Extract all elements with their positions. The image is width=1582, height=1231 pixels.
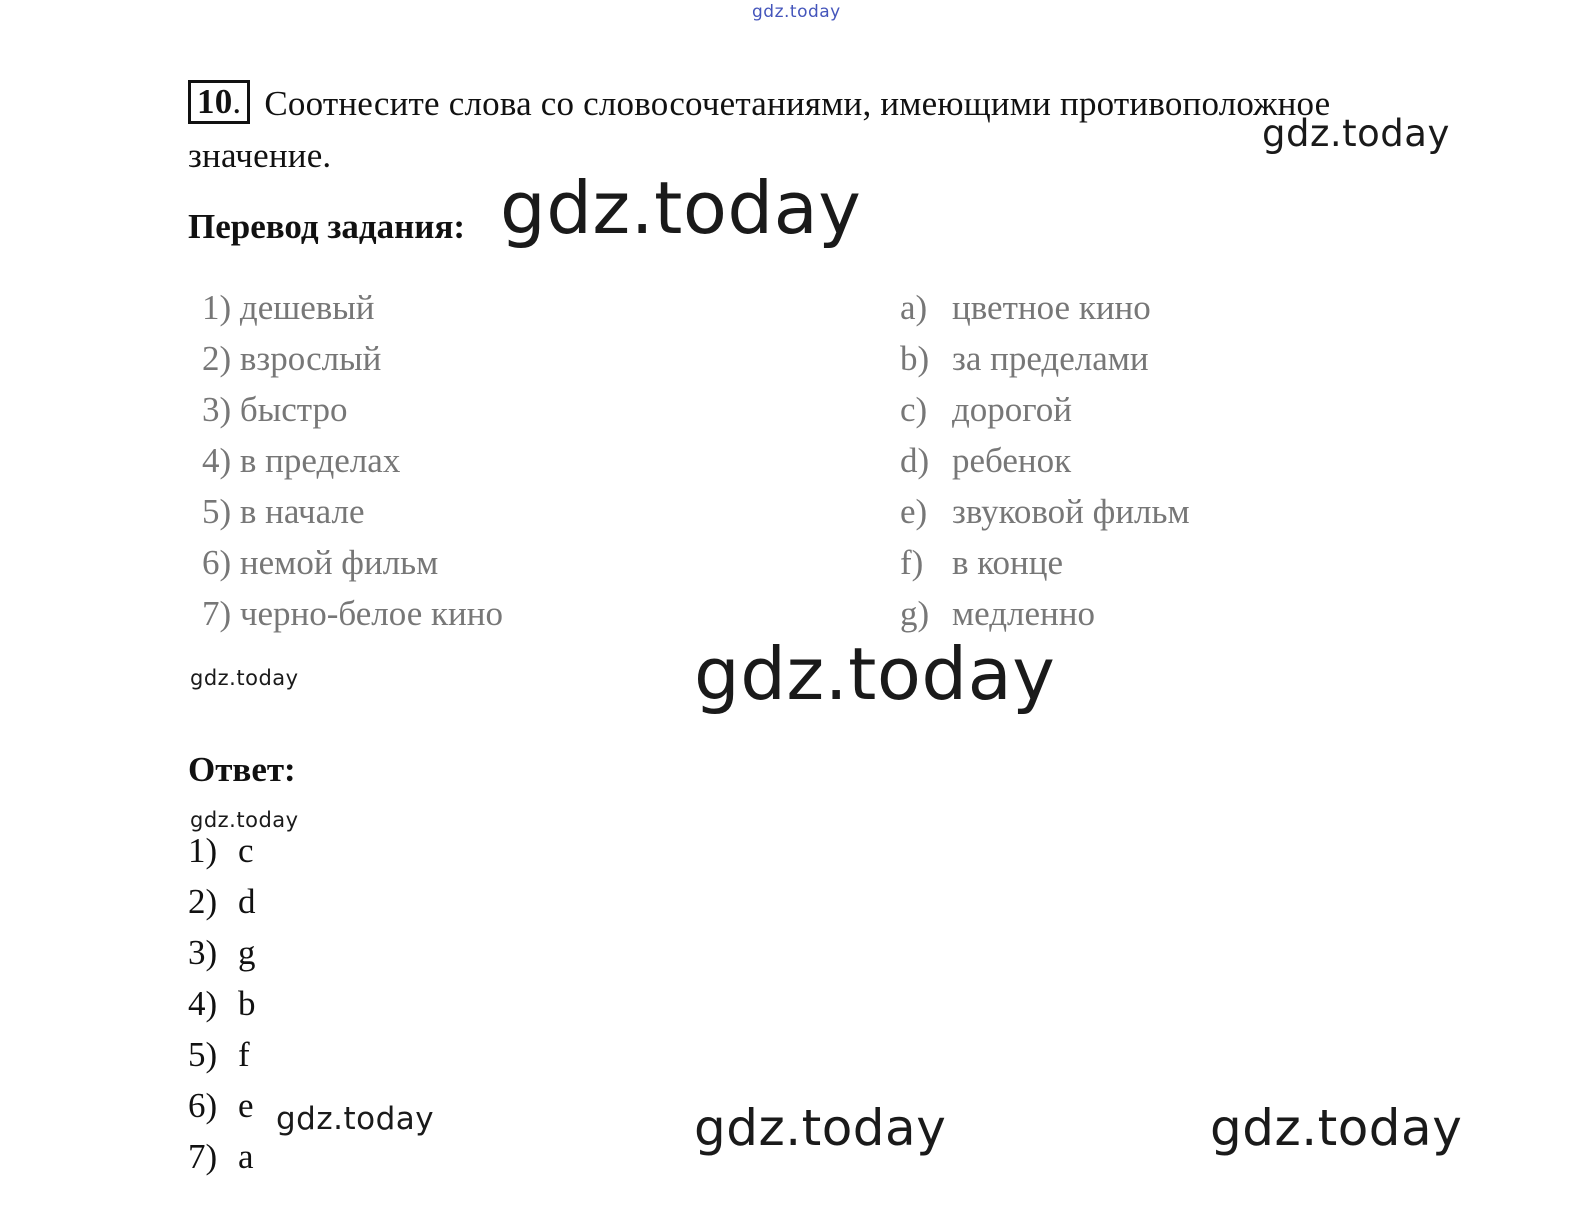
answer-number: 7) bbox=[188, 1137, 218, 1176]
answer-letter: e bbox=[238, 1086, 254, 1125]
item-text: в конце bbox=[952, 543, 1063, 582]
list-item bbox=[900, 588, 1190, 639]
watermark-right: gdz.today bbox=[1262, 112, 1450, 155]
translation-heading: Перевод задания: bbox=[188, 207, 466, 246]
answer-number: 1) bbox=[188, 831, 218, 870]
answer-number: 2) bbox=[188, 882, 218, 921]
item-text: черно-белое кино bbox=[239, 594, 503, 633]
item-marker: b) bbox=[900, 339, 930, 378]
item-text: медленно bbox=[952, 594, 1095, 633]
task-statement bbox=[188, 78, 1468, 182]
task-number-box bbox=[188, 80, 250, 124]
watermark-bottom-center: gdz.today bbox=[694, 1099, 947, 1157]
item-text: дорогой bbox=[952, 390, 1073, 429]
item-text: ребенок bbox=[952, 441, 1072, 480]
item-marker: e) bbox=[900, 492, 928, 531]
list-item bbox=[202, 282, 503, 333]
answer-letter: f bbox=[238, 1035, 250, 1074]
list-item bbox=[900, 282, 1190, 333]
item-text: быстро bbox=[239, 390, 348, 429]
answer-number: 4) bbox=[188, 984, 218, 1023]
item-marker: d) bbox=[900, 441, 930, 480]
item-marker: g) bbox=[900, 594, 930, 633]
item-marker: 5) bbox=[202, 492, 232, 531]
list-item bbox=[202, 486, 503, 537]
answer-item bbox=[188, 1131, 256, 1182]
answer-item bbox=[188, 1080, 256, 1131]
watermark-small-bottom: gdz.today bbox=[276, 1101, 435, 1137]
list-item bbox=[900, 333, 1190, 384]
answer-letter: g bbox=[238, 933, 256, 972]
list-item bbox=[900, 435, 1190, 486]
answer-item bbox=[188, 927, 256, 978]
item-marker: a) bbox=[900, 288, 928, 327]
task-number-dot: . bbox=[232, 82, 242, 121]
item-text: цветное кино bbox=[952, 288, 1151, 327]
answer-item bbox=[188, 1029, 256, 1080]
item-marker: 2) bbox=[202, 339, 232, 378]
item-text: за пределами bbox=[952, 339, 1149, 378]
answer-number: 5) bbox=[188, 1035, 218, 1074]
answer-heading: Ответ: bbox=[188, 750, 296, 789]
list-item bbox=[202, 435, 503, 486]
watermark-large-middle: gdz.today bbox=[694, 632, 1056, 716]
watermark-small-left: gdz.today bbox=[190, 666, 299, 690]
words-list bbox=[202, 282, 503, 639]
list-item bbox=[900, 537, 1190, 588]
watermark-large-top: gdz.today bbox=[500, 166, 862, 250]
list-item bbox=[900, 384, 1190, 435]
list-item bbox=[900, 486, 1190, 537]
watermark-top: gdz.today bbox=[752, 2, 841, 22]
list-item bbox=[202, 384, 503, 435]
answer-letter: b bbox=[238, 984, 256, 1023]
answer-item bbox=[188, 825, 256, 876]
list-item bbox=[202, 333, 503, 384]
item-marker: 4) bbox=[202, 441, 232, 480]
list-item bbox=[202, 537, 503, 588]
watermark-small-answer: gdz.today bbox=[190, 808, 299, 832]
watermark-bottom-right: gdz.today bbox=[1210, 1099, 1463, 1157]
list-item bbox=[202, 588, 503, 639]
item-text: в пределах bbox=[239, 441, 401, 480]
answer-number: 3) bbox=[188, 933, 218, 972]
item-text: звуковой фильм bbox=[952, 492, 1190, 531]
phrases-list bbox=[900, 282, 1190, 639]
item-marker: 7) bbox=[202, 594, 232, 633]
item-marker: 3) bbox=[202, 390, 232, 429]
item-text: дешевый bbox=[239, 288, 375, 327]
answers-list bbox=[188, 825, 256, 1182]
item-marker: 1) bbox=[202, 288, 232, 327]
item-marker: 6) bbox=[202, 543, 232, 582]
item-text: взрослый bbox=[239, 339, 382, 378]
task-number: 10 bbox=[197, 82, 233, 121]
answer-number: 6) bbox=[188, 1086, 218, 1125]
answer-letter: a bbox=[238, 1137, 254, 1176]
item-text: немой фильм bbox=[239, 543, 439, 582]
task-text: Соотнесите слова со словосочетаниями, имеющими противоположное значение. bbox=[188, 84, 1331, 175]
answer-item bbox=[188, 978, 256, 1029]
item-marker: f) bbox=[900, 543, 924, 582]
answer-letter: c bbox=[238, 831, 254, 870]
answer-letter: d bbox=[238, 882, 256, 921]
item-text: в начале bbox=[239, 492, 365, 531]
item-marker: c) bbox=[900, 390, 928, 429]
answer-item bbox=[188, 876, 256, 927]
